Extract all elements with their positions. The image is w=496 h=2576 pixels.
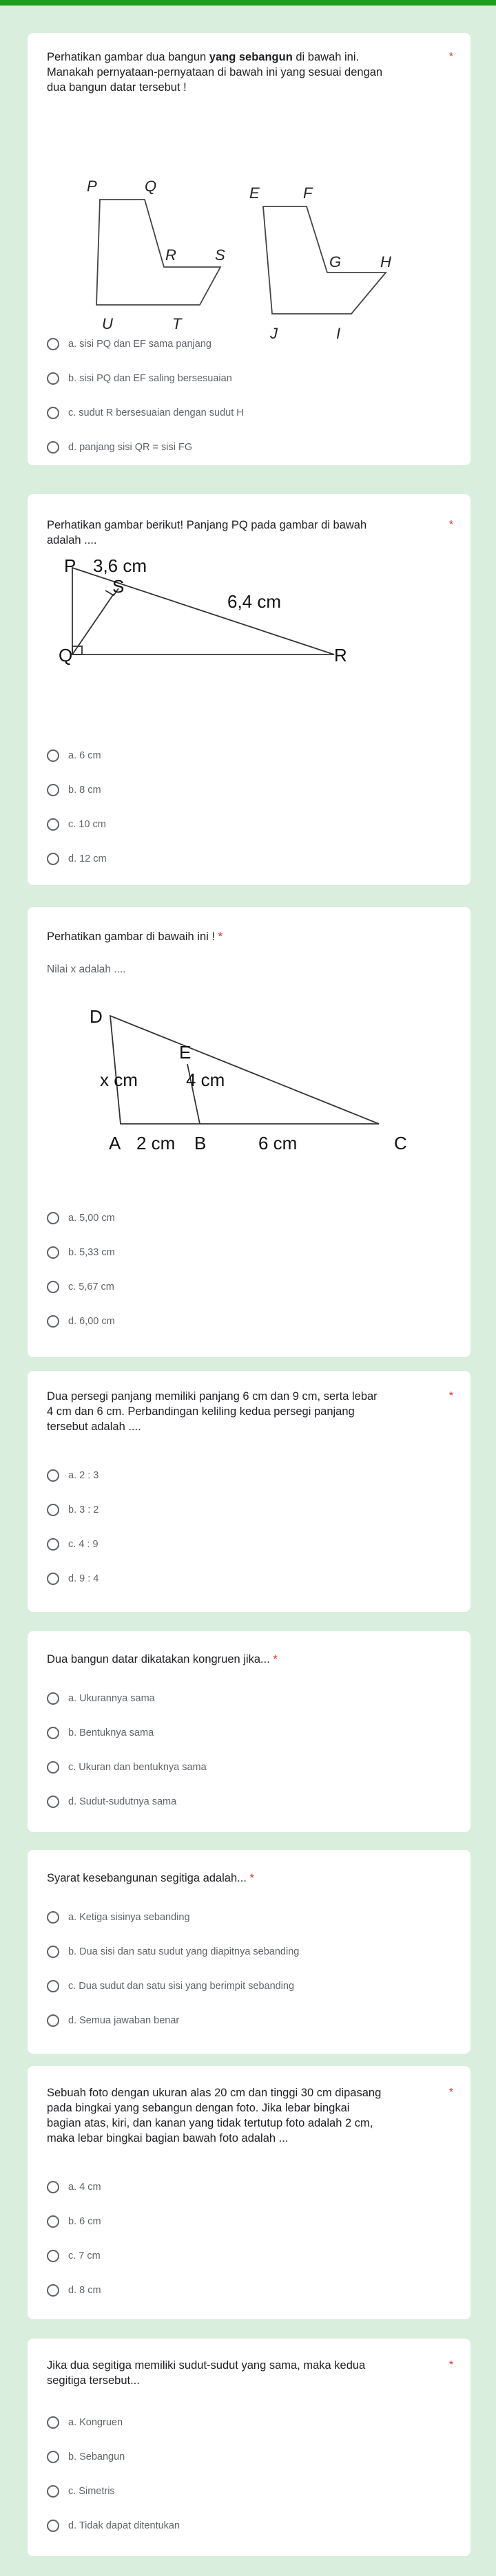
radio-button[interactable] bbox=[47, 407, 59, 419]
radio-button[interactable] bbox=[47, 1761, 59, 1774]
question-card-2 bbox=[28, 494, 471, 885]
label-Q: Q bbox=[145, 178, 157, 195]
radio-button[interactable] bbox=[47, 2284, 59, 2297]
option-d[interactable]: d. 9 : 4 bbox=[47, 1571, 99, 1587]
label-S: S bbox=[215, 246, 225, 264]
option-c[interactable]: c. Ukuran dan bentuknya sama bbox=[47, 1759, 207, 1776]
required-asterisk: * bbox=[448, 519, 453, 531]
label-6-cm: 6 cm bbox=[258, 1133, 298, 1153]
radio-button[interactable] bbox=[47, 1504, 59, 1516]
label-J: J bbox=[270, 325, 278, 342]
question-title: Perhatikan gambar berikut! Panjang PQ pada gambar di bawah adalah .... bbox=[47, 519, 367, 546]
radio-button[interactable] bbox=[47, 2181, 59, 2193]
question-card-7 bbox=[28, 2066, 471, 2319]
label-P: P bbox=[87, 178, 97, 195]
option-c[interactable]: c. 7 cm bbox=[47, 2248, 101, 2264]
radio-button[interactable] bbox=[47, 2250, 59, 2262]
radio-button[interactable] bbox=[47, 749, 59, 762]
label-H: H bbox=[380, 253, 391, 270]
label-2-cm: 2 cm bbox=[136, 1133, 176, 1153]
label-F: F bbox=[303, 184, 313, 202]
question-card-8 bbox=[28, 2339, 471, 2556]
label-R: R bbox=[334, 645, 347, 666]
option-b[interactable]: b. 5,33 cm bbox=[47, 1244, 115, 1261]
radio-button[interactable] bbox=[47, 1315, 59, 1328]
required-asterisk: * bbox=[448, 1390, 453, 1402]
label-G: G bbox=[329, 253, 342, 270]
option-b[interactable]: b. Bentuknya sama bbox=[47, 1725, 154, 1741]
option-b[interactable]: b. 8 cm bbox=[47, 782, 101, 798]
option-a[interactable]: a. sisi PQ dan EF sama panjang bbox=[47, 336, 211, 352]
question-title: Jika dua segitiga memiliki sudut-sudut yang sama, maka kedua segitiga tersebut... bbox=[47, 2359, 366, 2387]
option-b[interactable]: b. Sebangun bbox=[47, 2449, 125, 2465]
option-c[interactable]: c. Dua sudut dan satu sisi yang berimpit sebanding bbox=[47, 1978, 294, 1994]
option-b[interactable]: b. Dua sisi dan satu sudut yang diapitnya sebanding bbox=[47, 1944, 299, 1960]
option-c[interactable]: c. 4 : 9 bbox=[47, 1536, 99, 1553]
form-top-accent-bar bbox=[0, 0, 496, 6]
option-b[interactable]: b. 3 : 2 bbox=[47, 1502, 99, 1518]
question-title: Perhatikan gambar dua bangun yang sebangun di bawah ini. Manakah pernyataan-pernyataan di bawah ini yang sesuai dengan dua bangun datar tersebut ! bbox=[47, 51, 383, 94]
label-S: S bbox=[112, 576, 125, 597]
similar-shapes-figure bbox=[62, 136, 448, 356]
radio-button[interactable] bbox=[47, 1980, 59, 1992]
option-b[interactable]: b. 6 cm bbox=[47, 2213, 101, 2230]
label-C: C bbox=[394, 1133, 407, 1153]
label-Q: Q bbox=[59, 645, 73, 666]
label-A: A bbox=[109, 1133, 121, 1153]
required-asterisk: * bbox=[273, 1653, 278, 1665]
radio-button[interactable] bbox=[47, 1281, 59, 1293]
radio-button[interactable] bbox=[47, 2215, 59, 2228]
label-4-cm: 4 cm bbox=[186, 1069, 225, 1090]
label-B: B bbox=[194, 1133, 207, 1153]
label-U: U bbox=[102, 315, 113, 332]
option-d[interactable]: d. 8 cm bbox=[47, 2282, 101, 2299]
option-a[interactable]: a. Kongruen bbox=[47, 2414, 123, 2431]
option-d[interactable]: d. 6,00 cm bbox=[47, 1313, 115, 1330]
question-subtitle: Nilai x adalah .... bbox=[47, 964, 126, 975]
question-card-5 bbox=[28, 1631, 471, 1832]
question-title: Syarat kesebangunan segitiga adalah... * bbox=[47, 1872, 254, 1884]
radio-button[interactable] bbox=[47, 441, 59, 454]
question-card-3 bbox=[28, 907, 471, 1357]
radio-button[interactable] bbox=[47, 818, 59, 831]
required-asterisk: * bbox=[249, 1872, 254, 1884]
required-asterisk: * bbox=[448, 2087, 453, 2098]
label-x-cm: x cm bbox=[100, 1069, 138, 1090]
radio-button[interactable] bbox=[47, 2451, 59, 2463]
option-c[interactable]: c. Simetris bbox=[47, 2483, 115, 2500]
option-d[interactable]: d. 12 cm bbox=[47, 851, 107, 867]
question-title: Sebuah foto dengan ukuran alas 20 cm dan tinggi 30 cm dipasang pada bingkai yang sebangun dengan foto. Jika lebar bingkai bagian atas, kiri, dan kanan yang tidak tertutup foto adalah 2 cm, maka lebar bingkai bagian bawah foto adalah ... bbox=[47, 2087, 382, 2144]
radio-button[interactable] bbox=[47, 1246, 59, 1259]
radio-button[interactable] bbox=[47, 1212, 59, 1224]
radio-button[interactable] bbox=[47, 1692, 59, 1705]
radio-button[interactable] bbox=[47, 2485, 59, 2498]
shape-efghij bbox=[263, 206, 386, 314]
label-E: E bbox=[249, 184, 260, 202]
option-a[interactable]: a. 6 cm bbox=[47, 747, 101, 764]
radio-button[interactable] bbox=[47, 1573, 59, 1585]
radio-button[interactable] bbox=[47, 784, 59, 796]
option-a[interactable]: a. 5,00 cm bbox=[47, 1210, 115, 1226]
radio-button[interactable] bbox=[47, 2416, 59, 2429]
label-R: R bbox=[165, 246, 176, 264]
question-card-4 bbox=[28, 1371, 471, 1612]
option-d[interactable]: d. Sudut-sudutnya sama bbox=[47, 1793, 176, 1810]
triangle-parallel-figure bbox=[62, 1010, 434, 1162]
label-P: P bbox=[64, 560, 76, 576]
radio-button[interactable] bbox=[47, 1727, 59, 1739]
required-asterisk: * bbox=[218, 930, 223, 943]
option-c[interactable]: c. sudut R bersesuaian dengan sudut H bbox=[47, 405, 244, 421]
radio-button[interactable] bbox=[47, 2520, 59, 2532]
option-c[interactable]: c. 5,67 cm bbox=[47, 1279, 114, 1295]
shape-pqrsut bbox=[96, 200, 220, 305]
option-a[interactable]: a. Ukurannya sama bbox=[47, 1690, 155, 1707]
radio-button[interactable] bbox=[47, 2014, 59, 2027]
radio-button[interactable] bbox=[47, 1946, 59, 1958]
question-card-6 bbox=[28, 1850, 471, 2054]
label-I: I bbox=[336, 325, 341, 342]
radio-button[interactable] bbox=[47, 853, 59, 865]
option-a[interactable]: a. 2 : 3 bbox=[47, 1467, 99, 1484]
radio-button[interactable] bbox=[47, 1911, 59, 1924]
question-card-1 bbox=[28, 33, 471, 465]
label-T: T bbox=[172, 315, 182, 332]
radio-button[interactable] bbox=[47, 1469, 59, 1482]
label-D: D bbox=[90, 1010, 103, 1027]
required-asterisk: * bbox=[448, 51, 453, 63]
radio-button[interactable] bbox=[47, 372, 59, 385]
label-E: E bbox=[179, 1042, 192, 1063]
option-a[interactable]: a. Ketiga sisinya sebanding bbox=[47, 1909, 190, 1926]
label-ps-length: 3,6 cm bbox=[93, 560, 147, 576]
question-title: Dua persegi panjang memiliki panjang 6 cm dan 9 cm, serta lebar 4 cm dan 6 cm. Perbandingan keliling kedua persegi panjang tersebut adalah .... bbox=[47, 1390, 378, 1433]
right-triangle-figure bbox=[59, 560, 382, 697]
option-d[interactable]: d. Semua jawaban benar bbox=[47, 2012, 179, 2029]
option-c[interactable]: c. 10 cm bbox=[47, 816, 106, 833]
option-d[interactable]: d. panjang sisi QR = sisi FG bbox=[47, 439, 192, 456]
question-title: Perhatikan gambar di bawaih ini ! * bbox=[47, 930, 223, 943]
option-d[interactable]: d. Tidak dapat ditentukan bbox=[47, 2518, 180, 2534]
question-title: Dua bangun datar dikatakan kongruen jika... * bbox=[47, 1653, 278, 1665]
radio-button[interactable] bbox=[47, 1538, 59, 1551]
required-asterisk: * bbox=[448, 2359, 453, 2371]
option-a[interactable]: a. 4 cm bbox=[47, 2179, 101, 2195]
radio-button[interactable] bbox=[47, 338, 59, 350]
label-sr-length: 6,4 cm bbox=[227, 591, 282, 612]
option-b[interactable]: b. sisi PQ dan EF saling bersesuaian bbox=[47, 370, 232, 387]
radio-button[interactable] bbox=[47, 1796, 59, 1808]
